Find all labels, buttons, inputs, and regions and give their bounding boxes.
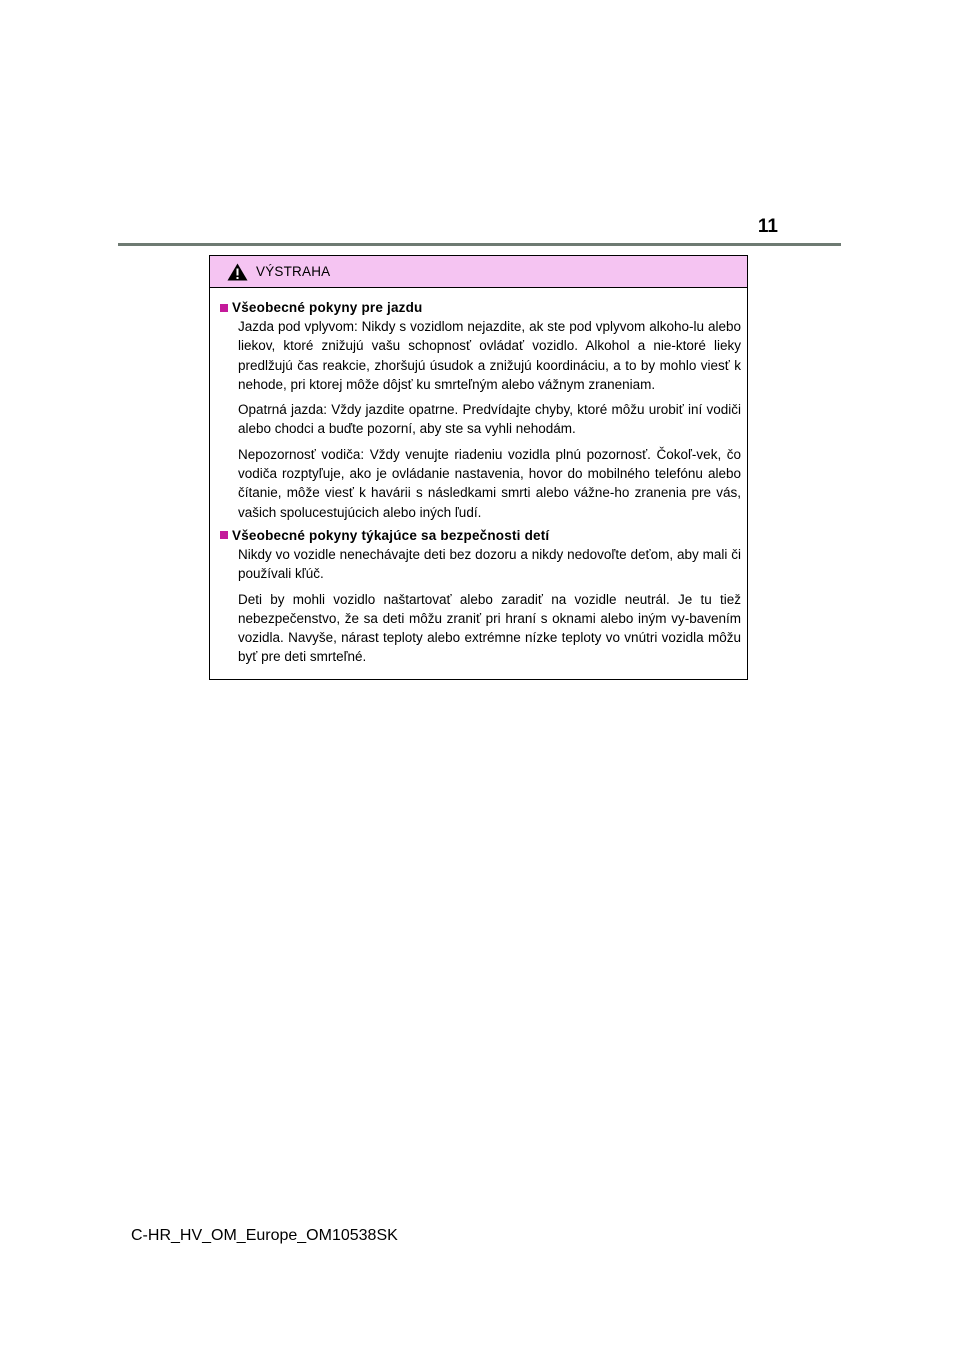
- paragraph: Nikdy vo vozidle nenechávajte deti bez dozoru a nikdy nedovoľte deťom, aby mali či používali kľúč.: [238, 546, 741, 582]
- section-heading: [220, 300, 741, 315]
- paragraph: Nepozornosť vodiča: Vždy venujte riadeniu vozidla plnú pozornosť. Čokoľ-vek, čo vodiča rozptyľuje, ako je ovládanie nastavenia, hovor do mobilného telefónu alebo čítanie, môže viesť k havárii s následkami smrti alebo vážne-ho zranenia pre vás, vašich spolucestujúcich alebo iných ľudí.: [238, 446, 741, 520]
- paragraph: Jazda pod vplyvom: Nikdy s vozidlom nejazdite, ak ste pod vplyvom alkoho-lu alebo liekov, ktoré znižujú vašu schopnosť ovládať vozidlo. Alkohol a nie-ktoré lieky predlžujú čas reakcie, zhoršujú úsudok a znižujú koordináciu, a to by mohlo viesť k nehode, pri ktorej môže dôjsť ku smrteľným alebo vážnym zraneniam.: [238, 319, 741, 392]
- section-driving: [220, 300, 741, 522]
- section-heading-text: Všeobecné pokyny pre jazdu: [232, 300, 423, 315]
- warning-title: VÝSTRAHA: [256, 264, 331, 279]
- header-rule: [118, 243, 841, 246]
- page-number: 11: [757, 216, 778, 237]
- warning-header: [210, 256, 747, 288]
- warning-body: [210, 288, 747, 667]
- section-child-safety: [220, 528, 741, 667]
- paragraph: Deti by mohli vozidlo naštartovať alebo zaradiť na vozidle neutrál. Je tu tiež nebezpečenstvo, že sa deti môžu zraniť pri hraní s oknami alebo iným vy-bavením vozidla. Navyše, nárast teploty alebo extrémne nízke teploty vo vnútri vozidla môžu byť pre deti smrteľné.: [238, 591, 741, 665]
- square-bullet-icon: [220, 304, 228, 312]
- warning-box: [209, 255, 748, 680]
- paragraph: Opatrná jazda: Vždy jazdite opatrne. Predvídajte chyby, ktoré môžu urobiť iní vodiči alebo chodci a buďte pozorní, aby ste sa vyhli nehodám.: [238, 402, 741, 437]
- square-bullet-icon: [220, 531, 228, 539]
- section-heading-text: Všeobecné pokyny týkajúce sa bezpečnosti detí: [232, 527, 550, 543]
- section-heading: [220, 528, 741, 543]
- warning-triangle-icon: [227, 263, 248, 281]
- footer-document-code: C-HR_HV_OM_Europe_OM10538SK: [131, 1227, 398, 1244]
